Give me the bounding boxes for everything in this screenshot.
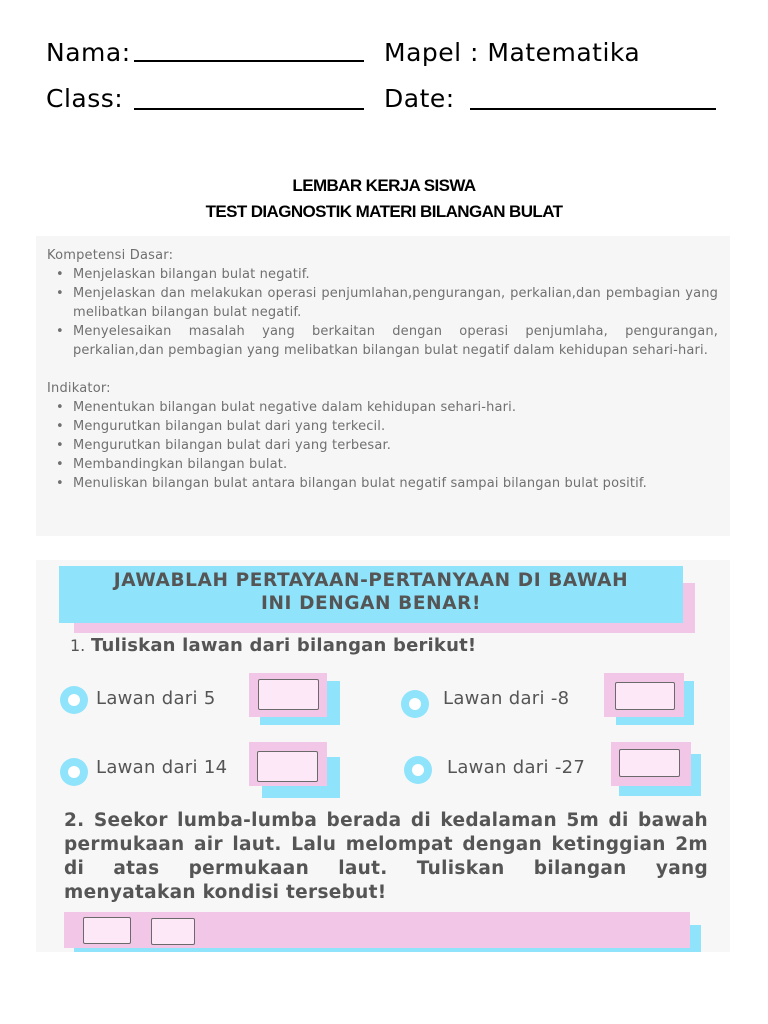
- radio-bullet-icon: [60, 758, 88, 786]
- answer-input-2[interactable]: [615, 682, 675, 710]
- answer-input-3[interactable]: [257, 751, 318, 782]
- instruction-text: [59, 569, 683, 615]
- list-item: • Membandingkan bilangan bulat.: [47, 455, 718, 474]
- radio-bullet-icon: [60, 686, 88, 714]
- list-item: • Menentukan bilangan bulat negative dalam kehidupan sehari-hari.: [47, 398, 718, 417]
- list-item: • Menjelaskan bilangan bulat negatif.: [47, 265, 718, 284]
- date-line[interactable]: [470, 108, 716, 110]
- kompetensi-heading: Kompetensi Dasar:: [47, 248, 174, 263]
- item-label: Lawan dari 5: [96, 688, 216, 709]
- mapel-label: Mapel : Matematika: [384, 38, 641, 67]
- question-1-number: 1.: [70, 636, 86, 655]
- list-item: • Mengurutkan bilangan bulat dari yang terkecil.: [47, 417, 718, 436]
- instruction-line-1: JAWABLAH PERTAYAAN-PERTANYAAN DI BAWAH: [113, 570, 629, 591]
- item-label: Lawan dari -27: [447, 757, 586, 778]
- class-label: Class:: [46, 84, 124, 113]
- item-label: Lawan dari -8: [443, 688, 570, 709]
- list-item: • Mengurutkan bilangan bulat dari yang terbesar.: [47, 436, 718, 455]
- indikator-heading: Indikator:: [47, 381, 111, 396]
- indikator-list: [47, 398, 718, 493]
- question-1: [70, 635, 476, 656]
- date-label: Date:: [384, 84, 455, 113]
- question-1-text: Tuliskan lawan dari bilangan berikut!: [91, 635, 477, 656]
- list-item: • Menuliskan bilangan bulat antara bilangan bulat negatif sampai bilangan bulat positif.: [47, 474, 718, 493]
- list-item: • Menyelesaikan masalah yang berkaitan dengan operasi penjumlaha, pengurangan, perkalian,dan pembagian yang melibatkan bilangan bulat negatif dalam kehidupan sehari-hari.: [47, 322, 718, 360]
- answer-input-1[interactable]: [258, 679, 319, 710]
- item-label: Lawan dari 14: [96, 757, 228, 778]
- competency-box: [36, 236, 730, 536]
- nama-line[interactable]: [134, 60, 364, 62]
- kompetensi-list: [47, 265, 718, 360]
- class-line[interactable]: [134, 108, 364, 110]
- list-item: • Menjelaskan dan melakukan operasi penjumlahan,pengurangan, perkalian,dan pembagian yang melibatkan bilangan bulat negatif.: [47, 284, 718, 322]
- worksheet-subtitle: TEST DIAGNOSTIK MATERI BILANGAN BULAT: [205, 202, 563, 221]
- answer-input-6[interactable]: [151, 918, 195, 945]
- instruction-line-2: INI DENGAN BENAR!: [260, 593, 481, 614]
- answer-input-4[interactable]: [619, 749, 680, 777]
- answer-input-5[interactable]: [83, 917, 131, 944]
- worksheet-title: LEMBAR KERJA SISWA: [292, 176, 476, 195]
- question-2-text: 2. Seekor lumba-lumba berada di kedalaman 5m di bawah permukaan air laut. Lalu melompat dengan ketinggian 2m di atas permukaan laut. Tuliskan bilangan yang menyatakan kondisi tersebut!: [64, 810, 708, 903]
- nama-label: Nama:: [46, 38, 131, 67]
- radio-bullet-icon: [401, 690, 429, 718]
- radio-bullet-icon: [404, 756, 432, 784]
